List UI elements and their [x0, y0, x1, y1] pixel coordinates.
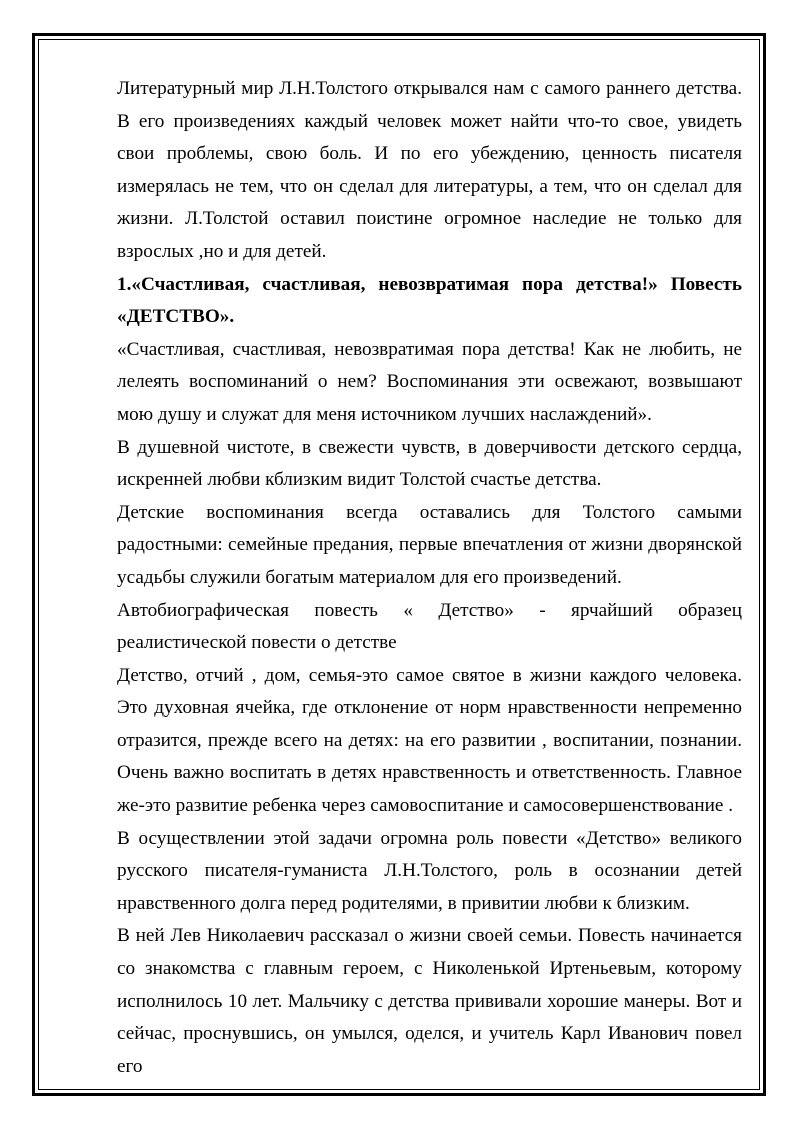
memories-paragraph: Детские воспоминания всегда оставались для Толстого самыми радостными: семейные предания, первые впечатления от жизни дворянской усадьбы служили богатым материалом для его произведений.: [117, 501, 742, 588]
section-heading: 1.«Счастливая, счастливая, невозвратимая пора детства!» Повесть «ДЕТСТВО».: [117, 273, 742, 328]
intro-paragraph: Литературный мир Л.Н.Толстого открывался нам с самого раннего детства. В его произведениях каждый человек может найти что-то свое, увидеть свои проблемы, свою боль. И по его убеждению, ценность писателя измерялась не тем, что он сделал для литературы, а тем, что он сделал для жизни. Л.Толстой оставил поистине огромное наследие не только для взрослых ,но и для детей.: [117, 78, 742, 262]
autobiography-paragraph: Автобиографическая повесть « Детство» - ярчайший образец реалистической повести о детстве: [117, 599, 742, 654]
story-paragraph: В ней Лев Николаевич рассказал о жизни своей семьи. Повесть начинается со знакомства с главным героем, с Николенькой Иртеньевым, которому исполнилось 10 лет. Мальчику с детства прививали хорошие манеры. Вот и сейчас, проснувшись, он умылся, оделся, и учитель Карл Иванович повел его: [117, 925, 742, 1077]
purity-paragraph: В душевной чистоте, в свежести чувств, в доверчивости детского сердца, искренней любви кблизким видит Толстой счастье детства.: [117, 436, 742, 491]
quote-paragraph: «Счастливая, счастливая, невозвратимая пора детства! Как не любить, не лелеять воспоминаний о нем? Воспоминания эти освежают, возвышают мою душу и служат для меня источником лучших наслаждений».: [117, 338, 742, 425]
role-paragraph: В осуществлении этой задачи огромна роль повести «Детство» великого русского писателя-гуманиста Л.Н.Толстого, роль в осознании детей нравственного долга перед родителями, в привитии любви к близким.: [117, 827, 742, 914]
document-body: [117, 73, 742, 1083]
family-paragraph: Детство, отчий , дом, семья-это самое святое в жизни каждого человека. Это духовная ячейка, где отклонение от норм нравственности непременно отразится, прежде всего на детях: на его развитии , воспитании, познании. Очень важно воспитать в детях нравственность и ответственность. Главное же-это развитие ребенка через самовоспитание и самосовершенствование .: [117, 664, 742, 817]
